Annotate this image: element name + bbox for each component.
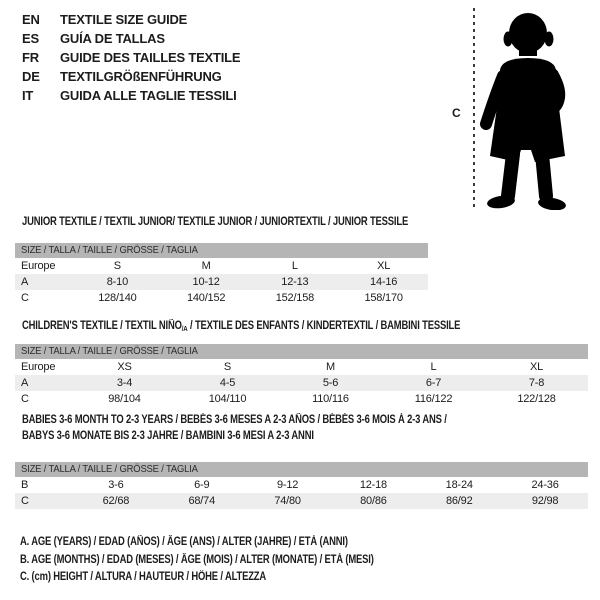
size-value-cell: 122/128 <box>517 393 556 405</box>
row-label-cell: A <box>21 377 29 389</box>
guide-title: GUIDA ALLE TAGLIE TESSILI <box>60 88 237 103</box>
size-value-cell: 128/140 <box>98 292 137 304</box>
row-label-cell: Europe <box>21 260 56 272</box>
size-value-cell: 152/158 <box>275 292 315 304</box>
size-value-cell: XL <box>377 260 391 272</box>
size-value-cell: 12-13 <box>281 276 309 288</box>
size-value-cell: 8-10 <box>106 276 128 288</box>
size-value-cell: 18-24 <box>445 479 473 491</box>
size-value-cell: XL <box>529 361 544 373</box>
size-value-cell: 10-12 <box>192 276 220 288</box>
children-size-table <box>15 344 588 407</box>
height-measure-label: C <box>452 106 461 120</box>
size-value-cell: M <box>201 260 211 272</box>
title-text: / TEXTILE DES ENFANTS / KINDERTEXTIL / BAMBINI TESSILE <box>187 320 461 332</box>
size-table-row <box>15 391 588 407</box>
size-value-cell: S <box>223 361 232 373</box>
language-row <box>22 48 240 67</box>
size-value-cell: 14-16 <box>370 276 398 288</box>
guide-title: GUÍA DE TALLAS <box>60 31 165 46</box>
table-header-band <box>15 243 428 258</box>
language-title-list <box>22 10 240 105</box>
size-value-cell: 6-9 <box>194 479 210 491</box>
language-row <box>22 86 240 105</box>
guide-title: GUIDE DES TAILLES TEXTILE <box>60 50 241 65</box>
table-header-label: SIZE / TALLA / TAILLE / GRÖSSE / TAGLIA <box>21 463 198 475</box>
footnote-c: C. (cm) HEIGHT / ALTURA / HAUTEUR / HÖHE / ALTEZZA <box>20 571 267 583</box>
size-value-cell: 86/92 <box>445 495 473 507</box>
row-label-cell: C <box>21 393 29 405</box>
size-value-cell: 3-4 <box>116 377 133 389</box>
size-value-cell: 110/116 <box>312 393 349 405</box>
size-table-row <box>15 359 588 375</box>
size-table-row <box>15 375 588 391</box>
language-code: EN <box>22 12 40 27</box>
size-value-cell: 98/104 <box>108 393 141 405</box>
size-value-cell: 9-12 <box>276 479 299 491</box>
language-code: DE <box>22 69 40 84</box>
size-table-row <box>15 274 428 290</box>
size-value-cell: 92/98 <box>531 495 559 507</box>
guide-title: TEXTILE SIZE GUIDE <box>60 12 188 27</box>
row-label-cell: C <box>21 495 29 507</box>
row-label-cell: A <box>21 276 29 288</box>
size-table-row <box>15 477 588 493</box>
size-value-cell: M <box>326 361 335 373</box>
language-row <box>22 10 240 29</box>
size-value-cell: 62/68 <box>102 495 130 507</box>
language-row <box>22 29 240 48</box>
language-code: ES <box>22 31 39 46</box>
junior-size-table <box>15 243 428 306</box>
table-header-label: SIZE / TALLA / TAILLE / GRÖSSE / TAGLIA <box>21 345 198 357</box>
table-header-band <box>15 344 588 359</box>
row-label-cell: C <box>21 292 29 304</box>
size-value-cell: 12-18 <box>359 479 387 491</box>
size-table-row <box>15 258 428 274</box>
size-value-cell: 4-5 <box>219 377 236 389</box>
baby-silhouette-icon <box>477 8 579 210</box>
size-value-cell: 116/122 <box>414 393 453 405</box>
babies-table-title <box>22 413 540 444</box>
size-value-cell: 5-6 <box>322 377 339 389</box>
footnote-a: A. AGE (YEARS) / EDAD (AÑOS) / ÂGE (ANS) / ALTER (JAHRE) / ETÀ (ANNI) <box>20 536 348 548</box>
size-value-cell: 104/110 <box>208 393 247 405</box>
row-label-cell: B <box>21 479 29 491</box>
size-value-cell: 74/80 <box>274 495 301 507</box>
size-table-row <box>15 290 428 306</box>
table-header-band <box>15 462 588 477</box>
size-value-cell: 68/74 <box>188 495 215 507</box>
babies-size-table <box>15 462 588 509</box>
junior-table-title: JUNIOR TEXTILE / TEXTIL JUNIOR/ TEXTILE JUNIOR / JUNIORTEXTIL / JUNIOR TESSILE <box>22 216 409 228</box>
size-value-cell: 158/170 <box>364 292 403 304</box>
size-value-cell: XS <box>117 361 132 373</box>
size-value-cell: 80/86 <box>360 495 387 507</box>
title-subscript: /A <box>181 324 188 333</box>
size-value-cell: 6-7 <box>425 377 442 389</box>
size-table-row <box>15 493 588 509</box>
size-value-cell: S <box>113 260 121 272</box>
height-measure-dashed-line <box>473 8 475 208</box>
size-value-cell: 7-8 <box>528 377 545 389</box>
language-code: FR <box>22 50 39 65</box>
language-row <box>22 67 240 86</box>
footnotes <box>20 534 451 587</box>
table-header-label: SIZE / TALLA / TAILLE / GRÖSSE / TAGLIA <box>21 244 198 256</box>
children-table-title <box>22 319 556 337</box>
language-code: IT <box>22 88 34 103</box>
title-line-2: BABYS 3-6 MONATE BIS 2-3 JAHRE / BAMBINI 3-6 MESI A 2-3 ANNI <box>22 429 314 442</box>
size-value-cell: L <box>430 361 437 373</box>
footnote-b: B. AGE (MONTHS) / EDAD (MESES) / ÂGE (MOIS) / ALTER (MONATE) / ETÀ (MESI) <box>20 553 374 566</box>
size-value-cell: 3-6 <box>108 479 124 491</box>
title-text: CHILDREN'S TEXTILE / TEXTIL NIÑO <box>22 320 182 332</box>
guide-title: TEXTILGRÖßENFÜHRUNG <box>60 69 222 84</box>
size-value-cell: 140/152 <box>186 292 226 304</box>
size-value-cell: L <box>291 260 298 272</box>
title-line-1: BABIES 3-6 MONTH TO 2-3 YEARS / BEBÉS 3-6 MESES A 2-3 AÑOS / BÉBÉS 3-6 MOIS À 2-3 ANS / <box>22 414 447 426</box>
row-label-cell: Europe <box>21 361 56 373</box>
size-value-cell: 24-36 <box>531 479 559 491</box>
